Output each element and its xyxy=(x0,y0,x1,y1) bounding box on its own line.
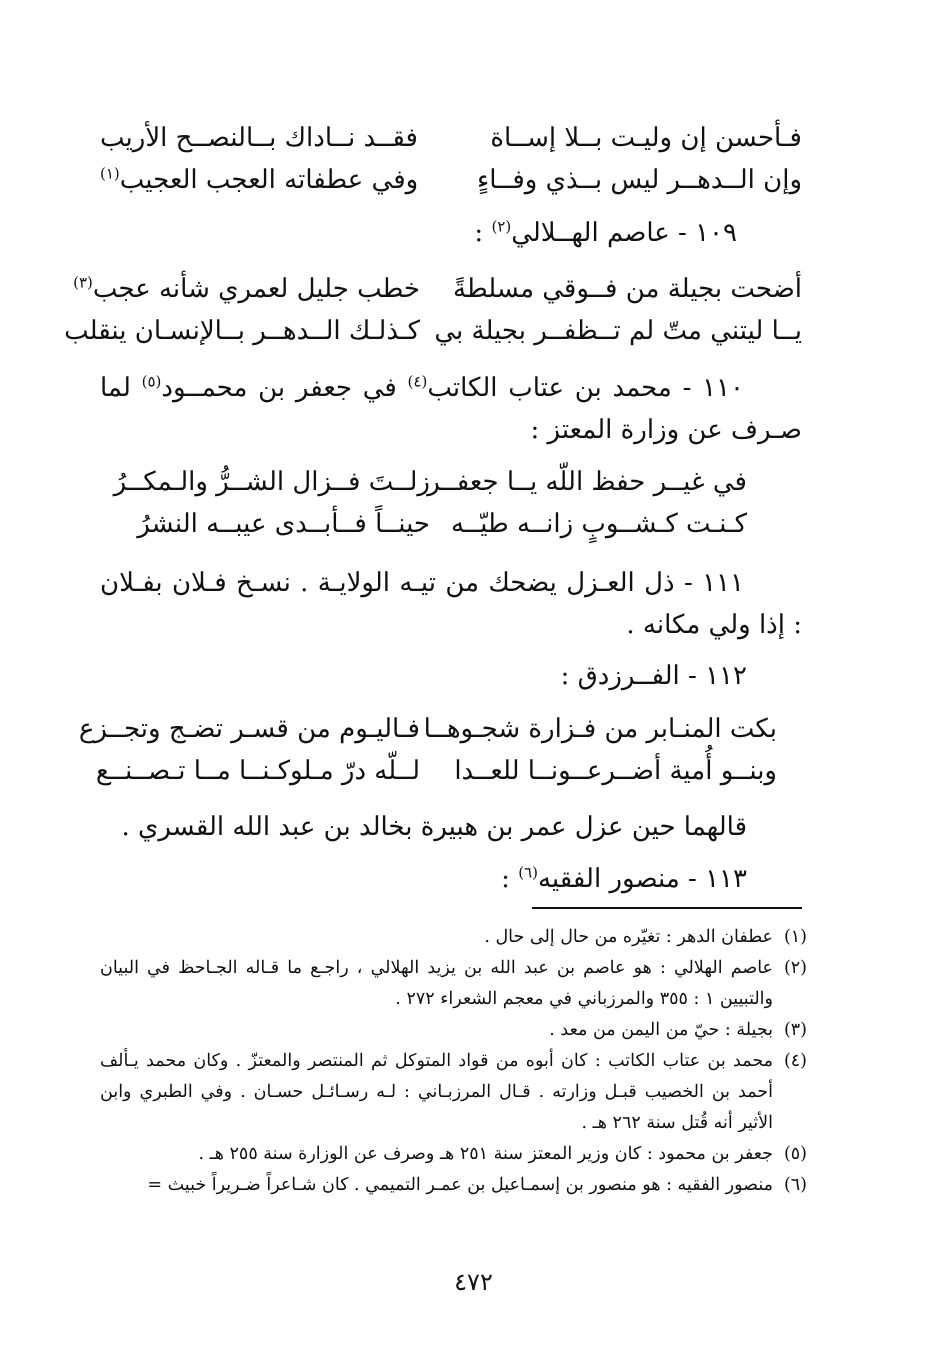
footnote-text: جعفر بن محمود : كان وزير المعتز سنة ٢٥١ هـ وصرف عن الوزارة سنة ٢٥٥ هـ . xyxy=(198,1144,773,1164)
footnote-item xyxy=(100,1170,807,1201)
verse-first-hemistich: فـأحسن إن وليـت بــلا إســاة xyxy=(490,123,802,153)
footnote-text: محمد بن عتاب الكاتب : كان أبوه من قواد المتوكل ثم المنتصر والمعتزّ . وكان محمد يـألف أحمد بن الخصيب قبـل وزارته . قـال المرزبـاني : لـه رسـائـل حسـان . وفي الطبري وابن الأثير أنه قُتل سنة ٢٦٢ هـ . xyxy=(100,1051,773,1133)
verse-line xyxy=(95,750,777,792)
heading-text: ١١٣ - منصور الفقيه xyxy=(537,864,747,894)
entry-heading-109 xyxy=(474,212,737,254)
entry-110-text-b: في جعفر بن محمــود xyxy=(161,373,408,403)
entry-110 xyxy=(100,367,802,451)
verse-text: وفي عطفاته العجب العجيب xyxy=(119,165,419,195)
footnote-number: (٦) xyxy=(783,1175,807,1195)
page-number: ٤٧٢ xyxy=(454,1268,493,1296)
verse-line xyxy=(78,708,777,750)
verse-second-hemistich: كـذلـك الــدهــر بــالإنسـان ينقلب xyxy=(64,316,420,346)
verse-first-hemistich: يــا ليتني متّ لم تــظفــر بجيلة بي xyxy=(434,316,802,346)
footnote-text: بجيلة : حيّ من اليمن من معد . xyxy=(549,1020,773,1040)
footnote-item xyxy=(100,953,807,1015)
verse-first-hemistich: في غيــر حفظ اللّه يــا جعفــر xyxy=(427,467,747,497)
verses-c xyxy=(113,461,747,545)
footnote-item xyxy=(100,922,807,953)
entry-110-text-a: ١١٠ - محمد بن عتاب الكاتب xyxy=(427,373,744,403)
heading-text: ١٠٩ - عاصم الهــلالي xyxy=(511,218,737,248)
footnote-ref: (٦) xyxy=(518,863,538,882)
verse-first-hemistich: أضحت بجيلة من فــوقي مسلطةً xyxy=(453,274,802,304)
verse-line xyxy=(137,503,747,545)
entry-heading-113 xyxy=(501,858,747,900)
verse-second-hemistich: زلــتَ فــزال الشــرُّ والـمكــرُ xyxy=(113,467,430,497)
heading-tail: : xyxy=(474,218,492,248)
footnote-number: (٥) xyxy=(783,1144,807,1164)
footnote-ref: (٣) xyxy=(73,273,93,292)
verses-b xyxy=(64,268,802,352)
verse-first-hemistich: وإن الــدهــر ليس بــذي وفــاءٍ xyxy=(477,165,802,195)
verse-second-hemistich: فقــد نــاداك بــالنصــح الأريب xyxy=(100,123,418,153)
footnote-item xyxy=(100,1139,807,1170)
verse-second-hemistich xyxy=(73,268,420,310)
footnote-number: (٢) xyxy=(783,958,807,978)
verse-second-hemistich xyxy=(100,159,420,201)
verse-first-hemistich: كـنـت كـشــوبٍ زانــه طيّــه xyxy=(450,509,747,539)
verse-second-hemistich: فـاليـوم من قسـر تضـج وتجــزع xyxy=(78,714,420,744)
verse-first-hemistich: بكت المنـابر من فـزارة شجـوهــا xyxy=(423,714,777,744)
verse-line xyxy=(64,310,802,352)
verse-first-hemistich: وبنــو أُمية أضــرعــونــا للعــدا xyxy=(454,756,777,786)
footnote-separator xyxy=(532,907,802,909)
verse-second-hemistich: لــلّه درّ مـلوكـنــا مــا تـصــنــع xyxy=(95,756,420,786)
footnote-number: (١) xyxy=(783,927,807,947)
verse-line xyxy=(113,461,747,503)
footnote-ref: (٥) xyxy=(141,372,162,391)
footnote-number: (٣) xyxy=(783,1020,807,1040)
footnote-text: منصور الفقيه : هو منصور بن إسمـاعيل بن عمـر التميمي . كان شـاعراً ضـريراً خبيث = xyxy=(147,1175,773,1195)
footnotes xyxy=(100,922,807,1201)
verse-second-hemistich: حينــاً فــأبــدى عيبــه النشرُ xyxy=(137,509,430,539)
verse-text: خطب جليل لعمري شأنه عجب xyxy=(92,274,420,304)
verses-d xyxy=(78,708,777,792)
entry-heading-112: ١١٢ - الفــرزدق : xyxy=(560,661,747,691)
entry-110-text-c: لما صـرف عن وزارة المعتز : xyxy=(100,373,802,445)
footnote-ref: (١) xyxy=(100,164,120,183)
footnote-ref: (٢) xyxy=(491,217,512,236)
verse-line xyxy=(100,159,802,201)
footnote-text: عاصم الهلالي : هو عاصم بن عبد الله بن يزيد الهلالي ، راجـع ما قـاله الجـاحظ في البيان والتبيين ١ : ٣٥٥ والمرزباني في معجم الشعراء ٢٧٢ . xyxy=(100,958,773,1009)
verses-a xyxy=(100,117,802,201)
heading-tail: : xyxy=(501,864,519,894)
footnote-item xyxy=(100,1015,807,1046)
verse-line xyxy=(100,117,802,159)
footnote-number: (٤) xyxy=(783,1051,807,1071)
entry-111: ١١١ - ذل العـزل يضحك من تيـه الولايـة . نسـخ فـلان بفـلان : إذا ولي مكانه . xyxy=(100,568,802,640)
footnote-ref: (٤) xyxy=(407,372,428,391)
footnote-item xyxy=(100,1046,807,1139)
entry-112-note: قالهما حين عزل عمر بن هبيرة بخالد بن عبد الله القسري . xyxy=(121,812,747,842)
footnote-text: عطفان الدهر : تغيّره من حال إلى حال . xyxy=(484,927,773,947)
verse-line xyxy=(73,268,802,310)
